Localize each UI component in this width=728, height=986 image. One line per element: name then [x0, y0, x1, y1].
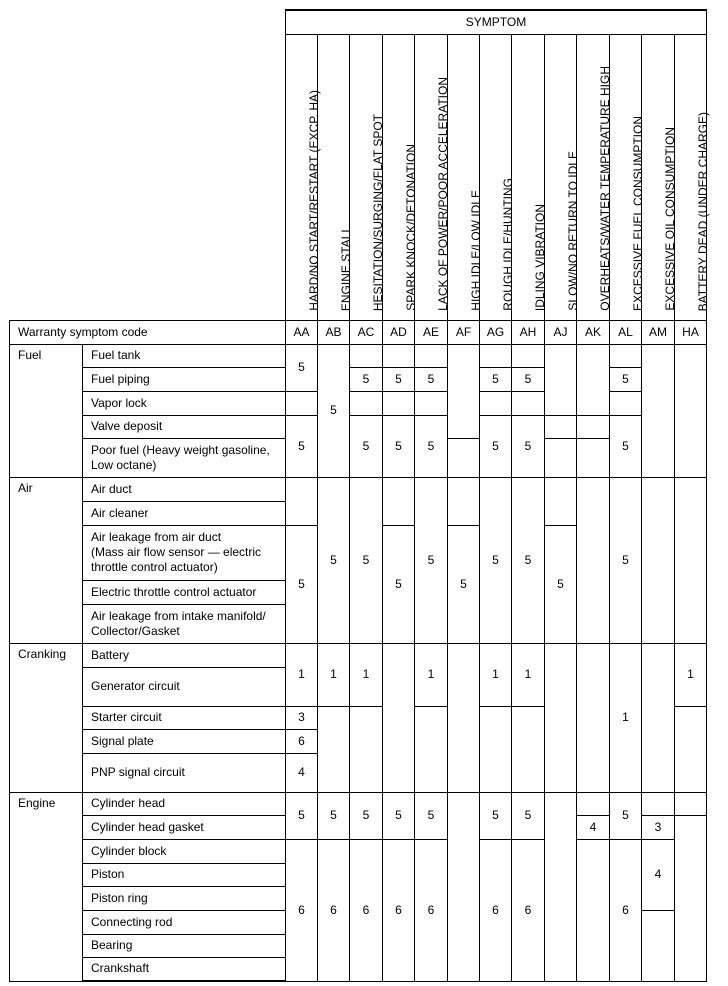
cell-value: 5 [415, 415, 448, 477]
code-al: AL [610, 320, 642, 344]
cell-value: 1 [286, 643, 318, 706]
cell-value: 5 [610, 367, 642, 391]
symptom-header-ha: BATTERY DEAD (UNDER CHARGE) [675, 34, 707, 320]
cell-value: 5 [610, 415, 642, 477]
cell-value: 5 [350, 415, 383, 477]
cell-value: 6 [383, 839, 415, 981]
cell-empty [448, 344, 480, 438]
cell-value: 5 [286, 792, 318, 839]
cell-value: 3 [642, 815, 675, 839]
symptom-header-ac: HESITATION/SURGING/FLAT SPOT [350, 34, 383, 320]
cell-empty [610, 391, 642, 415]
cell-value: 5 [286, 525, 318, 643]
cell-value: 6 [318, 839, 350, 981]
cell-empty [480, 391, 512, 415]
group-engine: Engine [10, 792, 83, 981]
cell-empty [383, 477, 415, 525]
item-starter-circuit: Starter circuit [83, 706, 286, 729]
cell-value: 5 [610, 792, 642, 839]
cell-value: 6 [350, 839, 383, 981]
cell-value: 5 [610, 477, 642, 643]
cell-empty [675, 792, 707, 815]
code-ah: AH [512, 320, 545, 344]
item-signal-plate: Signal plate [83, 729, 286, 753]
symptom-header-ah: IDLING VIBRATION [512, 34, 545, 320]
item-air-cleaner: Air cleaner [83, 501, 286, 525]
symptom-header-af: HIGH IDLE/LOW IDLE [448, 34, 480, 320]
symptom-header-aa: HARD/NO START/RESTART (EXCP. HA) [286, 34, 318, 320]
symptom-header-ab: ENGINE STALL [318, 34, 350, 320]
code-aa: AA [286, 320, 318, 344]
cell-value: 4 [642, 839, 675, 910]
cell-empty [577, 477, 610, 643]
cell-value: 3 [286, 706, 318, 729]
code-am: AM [642, 320, 675, 344]
cell-value: 5 [512, 477, 545, 643]
cell-value: 5 [480, 477, 512, 643]
symptom-header-al: EXCESSIVE FUEL CONSUMPTION [610, 34, 642, 320]
group-air: Air [10, 477, 83, 643]
cell-empty [448, 792, 480, 981]
cell-empty [350, 391, 383, 415]
item-air-leakage-duct: Air leakage from air duct (Mass air flow sensor — electric throttle control actuator) [83, 525, 286, 580]
item-air-leakage-manifold: Air leakage from intake manifold/ Collector/Gasket [83, 604, 286, 643]
cell-empty [318, 706, 350, 792]
code-ac: AC [350, 320, 383, 344]
item-generator-circuit: Generator circuit [83, 667, 286, 706]
cell-value: 5 [286, 344, 318, 391]
cell-value: 5 [512, 415, 545, 477]
cell-value: 1 [480, 643, 512, 706]
cell-empty [642, 477, 675, 643]
cell-empty [480, 706, 512, 792]
cell-value: 1 [415, 643, 448, 706]
item-battery: Battery [83, 643, 286, 667]
code-ak: AK [577, 320, 610, 344]
cell-empty [545, 344, 577, 415]
item-cylinder-head-gasket: Cylinder head gasket [83, 815, 286, 839]
cell-empty [642, 792, 675, 815]
cell-value: 5 [318, 792, 350, 839]
cell-value: 1 [512, 643, 545, 706]
cell-empty [350, 344, 383, 367]
symptom-header-ak: OVERHEATS/WATER TEMPERATURE HIGH [577, 34, 610, 320]
cell-empty [350, 706, 383, 792]
cell-empty [383, 391, 415, 415]
item-fuel-tank: Fuel tank [83, 344, 286, 367]
cell-empty [545, 643, 577, 792]
cell-empty [675, 344, 707, 477]
code-ha: HA [675, 320, 707, 344]
cell-empty [480, 344, 512, 367]
cell-value: 5 [350, 477, 383, 643]
cell-value: 6 [415, 839, 448, 981]
cell-value: 6 [286, 839, 318, 981]
cell-empty [512, 391, 545, 415]
item-etc-actuator: Electric throttle control actuator [83, 580, 286, 604]
cell-empty [545, 477, 577, 525]
cell-empty [577, 839, 610, 981]
cell-empty [577, 438, 610, 477]
item-piston: Piston [83, 863, 286, 886]
code-ae: AE [415, 320, 448, 344]
code-ad: AD [383, 320, 415, 344]
cell-empty [675, 477, 707, 643]
cell-empty [415, 344, 448, 367]
group-fuel: Fuel [10, 344, 83, 477]
symptom-matrix-table [9, 9, 710, 982]
cell-empty [642, 910, 675, 981]
cell-empty [545, 792, 577, 981]
symptom-header-ae: LACK OF POWER/POOR ACCELERATION [415, 34, 448, 320]
item-fuel-piping: Fuel piping [83, 367, 286, 391]
cell-empty [448, 477, 480, 525]
cell-empty [286, 391, 318, 415]
symptom-header-am: EXCESSIVE OIL CONSUMPTION [642, 34, 675, 320]
cell-value: 5 [545, 525, 577, 643]
cell-value: 5 [350, 792, 383, 839]
cell-empty [577, 792, 610, 815]
cell-value: 4 [286, 753, 318, 792]
cell-empty [675, 815, 707, 981]
cell-value: 6 [286, 729, 318, 753]
cell-empty [512, 344, 545, 367]
item-piston-ring: Piston ring [83, 886, 286, 910]
cell-empty [415, 391, 448, 415]
cell-value: 5 [480, 367, 512, 391]
cell-value: 5 [350, 367, 383, 391]
cell-value: 5 [415, 367, 448, 391]
cell-value: 5 [383, 415, 415, 477]
warranty-code-label: Warranty symptom code [10, 320, 286, 344]
item-cylinder-block: Cylinder block [83, 839, 286, 863]
cell-value: 6 [480, 839, 512, 981]
cell-empty [512, 706, 545, 792]
cell-value: 6 [610, 839, 642, 981]
item-valve-deposit: Valve deposit [83, 415, 286, 438]
cell-value: 5 [448, 525, 480, 643]
cell-empty [383, 643, 415, 792]
code-ag: AG [480, 320, 512, 344]
cell-value: 5 [480, 792, 512, 839]
item-connecting-rod: Connecting rod [83, 910, 286, 934]
item-bearing: Bearing [83, 934, 286, 957]
cell-empty [675, 706, 707, 792]
cell-empty [577, 415, 610, 438]
cell-value: 5 [383, 525, 415, 643]
cell-empty [577, 643, 610, 792]
cell-value: 5 [415, 477, 448, 643]
cell-value: 5 [286, 415, 318, 477]
cell-value: 5 [415, 792, 448, 839]
cell-value: 5 [512, 367, 545, 391]
cell-value: 1 [318, 643, 350, 706]
code-af: AF [448, 320, 480, 344]
cell-empty [448, 438, 480, 477]
symptom-header-ad: SPARK KNOCK/DETONATION [383, 34, 415, 320]
cell-value: 5 [512, 792, 545, 839]
cell-empty [610, 344, 642, 367]
group-cranking: Cranking [10, 643, 83, 792]
cell-value: 5 [383, 367, 415, 391]
cell-value: 5 [318, 477, 350, 643]
header-corner [10, 10, 286, 320]
item-pnp-signal-circuit: PNP signal circuit [83, 753, 286, 792]
symptom-title: SYMPTOM [286, 10, 707, 34]
item-cylinder-head: Cylinder head [83, 792, 286, 815]
item-vapor-lock: Vapor lock [83, 391, 286, 415]
cell-value: 4 [577, 815, 610, 839]
cell-empty [383, 344, 415, 367]
cell-value: 5 [318, 344, 350, 477]
cell-empty [286, 477, 318, 525]
symptom-header-aj: SLOW/NO RETURN TO IDLE [545, 34, 577, 320]
item-air-duct: Air duct [83, 477, 286, 501]
cell-empty [545, 438, 577, 477]
cell-empty [642, 344, 675, 477]
symptom-header-ag: ROUGH IDLE/HUNTING [480, 34, 512, 320]
cell-empty [577, 344, 610, 415]
code-ab: AB [318, 320, 350, 344]
cell-value: 6 [512, 839, 545, 981]
cell-empty [642, 643, 675, 792]
code-aj: AJ [545, 320, 577, 344]
item-crankshaft: Crankshaft [83, 957, 286, 981]
cell-value: 1 [350, 643, 383, 706]
cell-empty [545, 415, 577, 438]
cell-value: 5 [480, 415, 512, 477]
cell-value: 5 [383, 792, 415, 839]
cell-empty [415, 706, 448, 792]
cell-value: 1 [610, 643, 642, 792]
cell-empty [448, 643, 480, 792]
item-poor-fuel: Poor fuel (Heavy weight gasoline, Low octane) [83, 438, 286, 477]
cell-value: 1 [675, 643, 707, 706]
